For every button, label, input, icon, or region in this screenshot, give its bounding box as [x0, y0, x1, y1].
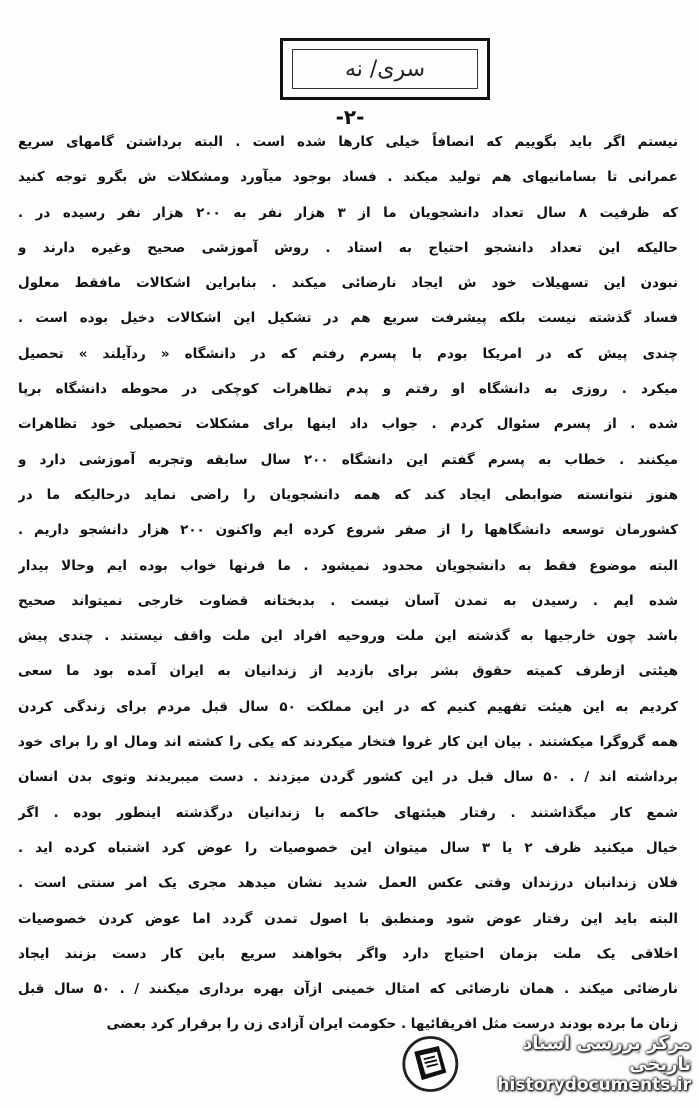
text-line: باشد چون خارجیها به گذشته این ملت وروحیه افراد این ملت واقف نیستند . چندی پیش — [18, 628, 678, 645]
text-line: شده . از پسرم سئوال کردم . جواب داد اینها برای مشکلات تحصیلی خود تظاهرات — [18, 416, 678, 433]
text-line: شمع کار میگذاشتند . رفتار هیئتهای حاکمه با زندانیان درگذشته اینطور بوده . اگر — [18, 804, 678, 821]
watermark-title: مرکز بررسی اسناد تاریخی — [523, 1033, 691, 1075]
text-line: چندی پیش که در امریکا بودم با پسرم رفتم که در دانشگاه « ردآیلند » تحصیل — [18, 345, 678, 362]
page-number: -۲- — [335, 105, 365, 129]
watermark[interactable] — [401, 1028, 691, 1100]
text-line: کردیم به این هیئت تفهیم کنیم که در این مملکت ۵۰ سال قبل مردم برای زندگی کردن — [18, 698, 678, 715]
text-line: برداشته اند / . ۵۰ سال قبل در این کشور گردن میزدند . دست میبریدند وتوی بدن انسان — [18, 769, 678, 786]
text-line: البته باید این رفتار عوض شود ومنطبق با اصول تمدن گردد اما عوض کردن خصوصیات — [18, 910, 678, 927]
text-line: نبودن این تسهیلات خود ش ایجاد نارضائی میکند . بنابراین اشکالات مافقط معلول — [18, 275, 678, 292]
text-line: خیال میکنید ظرف ۲ یا ۳ سال میتوان این خصوصیات را عوض کرد اشتباه کرده اید . — [18, 839, 678, 856]
text-line: عمرانی تا بسامانیهای هم تولید میکند . فساد بوجود میآورد ومشکلات ش بگرو توجه کنید — [18, 169, 678, 186]
text-line: شده ایم . رسیدن به تمدن آسان نیست . بدبختانه قضاوت خارجی نمیتواند صحیح — [18, 592, 678, 609]
text-line: نارضائی میکند . همان نارضائی که امثال خمینی ازآن بهره برداری میکنند / . ۵۰ سال قبل — [18, 981, 678, 998]
text-line: میکرد . روزی به دانشگاه او رفتم و پدم تظاهرات کوچکی در محوطه دانشگاه برپا — [18, 381, 678, 398]
text-line: فساد گذشته نیست بلکه پیشرفت سریع هم در تشکیل این اشکالات دخیل بوده است . — [18, 310, 678, 327]
text-line: میکنند . خطاب به پسرم گفتم این دانشگاه ۲۰۰ سال سابقه وتجربه آموزشی دارد و — [18, 451, 678, 468]
text-line: هیئتی ازطرف کمیته حقوق بشر برای بازدید از زندانیان به ایران آمده بود ما سعی — [18, 663, 678, 680]
text-line: البته موضوع فقط به دانشجویان محدود نمیشود . ما قرنها خواب بوده ایم وحالا بیدار — [18, 557, 678, 574]
text-line: فلان زندانبان درزندان وقتی عکس العمل شدید نشان میدهد مجری یک امر سنتی است . — [18, 875, 678, 892]
classification-stamp — [280, 38, 490, 100]
watermark-url[interactable]: historydocuments.ir — [497, 1075, 691, 1095]
text-line: همه گروگرا میکشتند . بیان این کار غروا فتخار میکردند که یکی را کشته اند ومال او را برای خود — [18, 734, 678, 751]
text-line: زنان ما برده بودند درست مثل افریقائیها . حکومت ایران آزادی زن را برقرار کرد بعضی — [106, 1016, 678, 1033]
text-line: هنوز نتوانسته ضوابطی ایجاد کند که همه دانشجویان را راضی نماید درحالیکه ما در — [18, 486, 678, 503]
stamp-text: سری/ نه — [292, 49, 478, 89]
text-line: اخلاقی یک ملت بزمان احتیاج دارد واگر بخواهند سریع باین کار دست بزنند ایجاد — [18, 945, 678, 962]
history-documents-logo-icon — [401, 1033, 460, 1095]
text-line: حالیکه این تعداد دانشجو احتیاج به استاد . روش آموزشی صحیح وغیره دارند و — [18, 239, 678, 256]
document-body — [18, 125, 678, 1043]
text-line: که ظرفیت ۸ سال تعداد دانشجویان ما از ۳ هزار نفر به ۲۰۰ هزار نفر رسیده در . — [18, 204, 678, 221]
text-line: کشورمان توسعه دانشگاهها را از صفر شروع کرده ایم واکنون ۲۰۰ هزار دانشجو داریم . — [18, 522, 678, 539]
text-line: نیستم اگر باید بگوییم که انصافاً خیلی کارها شده است . البته برداشتن گامهای سریع — [18, 134, 678, 150]
